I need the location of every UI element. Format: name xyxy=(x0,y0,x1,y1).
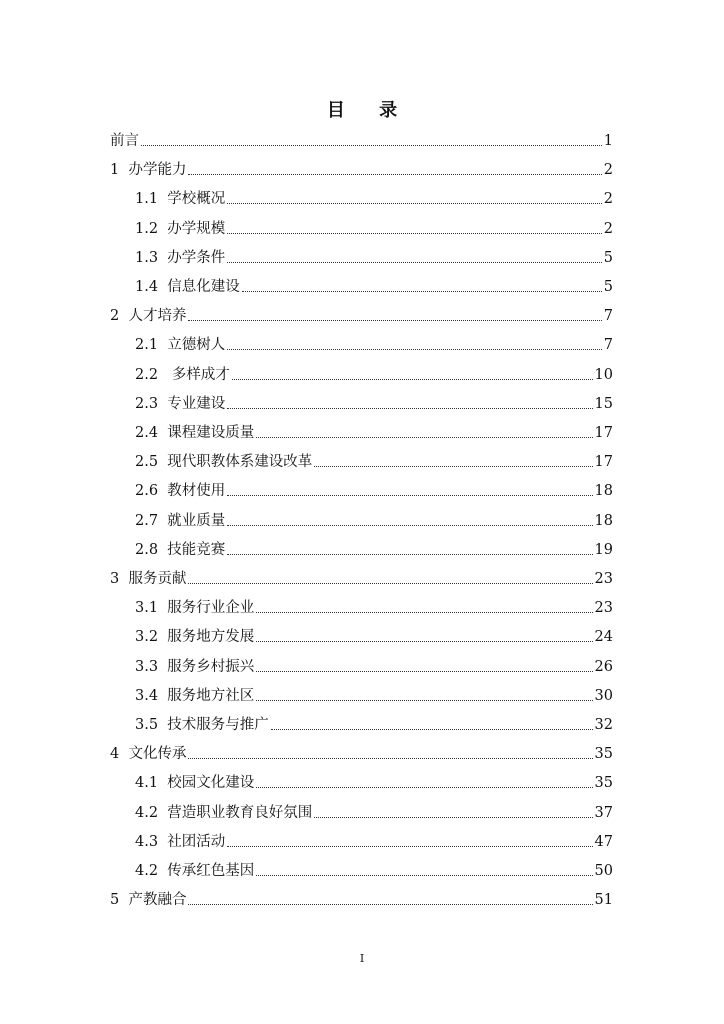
toc-entry-page-number: 2 xyxy=(603,162,613,179)
toc-dot-leader xyxy=(256,875,592,876)
toc-entry-page-number: 17 xyxy=(594,454,613,471)
toc-entry-page-number: 47 xyxy=(594,833,613,850)
toc-entry[interactable] xyxy=(0,741,724,763)
toc-entry-number: 2.2 xyxy=(135,366,172,383)
toc-entry[interactable] xyxy=(0,800,724,822)
toc-entry[interactable] xyxy=(0,186,724,208)
toc-dot-leader xyxy=(242,291,602,292)
toc-entry-row xyxy=(110,307,613,325)
toc-dot-leader xyxy=(314,466,592,467)
toc-entry-row xyxy=(110,745,613,763)
toc-entry-row xyxy=(135,366,613,384)
toc-entry-label: 传承红色基因 xyxy=(167,863,255,879)
toc-entry-number: 3.2 xyxy=(135,629,168,646)
toc-dot-leader xyxy=(188,320,601,321)
toc-entry-row xyxy=(135,220,613,238)
toc-entry-number: 1.3 xyxy=(135,249,168,266)
toc-entry-page-number: 23 xyxy=(594,571,613,587)
toc-entry-number: 3 xyxy=(110,571,129,587)
toc-dot-leader xyxy=(256,787,592,788)
toc-entry-label: 产教融合 xyxy=(128,892,187,909)
toc-entry-row xyxy=(135,833,613,851)
toc-entry-label: 服务行业企业 xyxy=(167,600,255,617)
toc-entry-label: 就业质量 xyxy=(167,512,226,529)
toc-entry-number: 1.1 xyxy=(135,191,168,208)
toc-entry-number: 2.6 xyxy=(135,483,168,500)
toc-entry[interactable] xyxy=(0,362,724,384)
toc-entry-number: 5 xyxy=(110,892,129,909)
toc-entry-row xyxy=(135,862,613,880)
toc-entry-page-number: 32 xyxy=(594,717,613,733)
toc-dot-leader xyxy=(256,671,592,672)
toc-entry-number: 2.8 xyxy=(135,541,168,558)
toc-dot-leader xyxy=(227,262,601,263)
toc-entry-page-number: 15 xyxy=(594,395,613,412)
toc-entry-page-number: 30 xyxy=(594,687,613,704)
toc-dot-leader xyxy=(232,379,593,380)
toc-entry[interactable] xyxy=(0,566,724,588)
toc-entry-label: 前言 xyxy=(110,133,139,149)
toc-entry-page-number: 51 xyxy=(594,892,613,909)
toc-entry-row xyxy=(110,161,613,179)
toc-entry-label: 立德树人 xyxy=(167,337,226,354)
toc-dot-leader xyxy=(227,846,592,847)
toc-dot-leader xyxy=(188,758,592,759)
toc-entry-row xyxy=(135,687,613,705)
toc-entry[interactable] xyxy=(0,887,724,909)
toc-entry-number: 4 xyxy=(110,746,129,763)
toc-entry-page-number: 23 xyxy=(594,600,613,617)
toc-dot-leader xyxy=(188,904,592,905)
toc-entry[interactable] xyxy=(0,420,724,442)
toc-entry[interactable] xyxy=(0,128,724,150)
toc-entry-row xyxy=(135,453,613,471)
toc-entry-row xyxy=(135,512,613,530)
toc-entry-row xyxy=(135,424,613,442)
toc-entry[interactable] xyxy=(0,303,724,325)
toc-entry-label: 现代职教体系建设改革 xyxy=(167,454,313,471)
toc-entry-page-number: 5 xyxy=(603,249,613,266)
toc-entry-number: 4.3 xyxy=(135,833,168,850)
toc-entry-page-number: 26 xyxy=(594,658,613,675)
toc-entry-number: 2.5 xyxy=(135,454,168,471)
toc-entry-number: 2.3 xyxy=(135,395,168,412)
toc-entry-label: 技术服务与推广 xyxy=(167,717,269,733)
toc-entry-row xyxy=(135,541,613,559)
toc-entry-number: 3.5 xyxy=(135,717,168,733)
toc-entry[interactable] xyxy=(0,683,724,705)
toc-entry-label: 社团活动 xyxy=(167,833,226,850)
toc-entry[interactable] xyxy=(0,245,724,267)
toc-entry-label: 专业建设 xyxy=(167,395,226,412)
toc-entry[interactable] xyxy=(0,216,724,238)
toc-entry[interactable] xyxy=(0,332,724,354)
toc-dot-leader xyxy=(314,817,592,818)
toc-entry-row xyxy=(135,278,613,296)
toc-entry-page-number: 35 xyxy=(594,775,613,792)
toc-entry-page-number: 17 xyxy=(594,425,613,441)
toc-entry-row xyxy=(135,249,613,267)
toc-entry[interactable] xyxy=(0,391,724,413)
toc-entry[interactable] xyxy=(0,274,724,296)
toc-entry-row xyxy=(135,599,613,617)
toc-entry-row xyxy=(110,570,613,588)
toc-entry-page-number: 5 xyxy=(603,279,613,295)
toc-dot-leader xyxy=(227,203,601,204)
toc-entry-page-number: 18 xyxy=(594,483,613,500)
toc-entry-page-number: 50 xyxy=(594,863,613,879)
toc-dot-leader xyxy=(227,233,601,234)
toc-entry[interactable] xyxy=(0,712,724,734)
toc-entry[interactable] xyxy=(0,624,724,646)
toc-entry-number: 2.4 xyxy=(135,425,168,441)
toc-entry-number: 4.2 xyxy=(135,863,168,879)
footer-page-number: I xyxy=(359,952,365,965)
toc-entry-page-number: 35 xyxy=(594,746,613,763)
toc-entry-label: 办学规模 xyxy=(167,220,226,237)
toc-dot-leader xyxy=(227,408,592,409)
toc-entry-label: 办学能力 xyxy=(128,162,187,179)
toc-dot-leader xyxy=(227,554,592,555)
toc-entry-row xyxy=(135,336,613,354)
toc-entry[interactable] xyxy=(0,157,724,179)
toc-entry-label: 办学条件 xyxy=(167,249,226,266)
toc-entry-row xyxy=(110,891,613,909)
toc-entry-row xyxy=(135,804,613,822)
toc-entry-row xyxy=(135,628,613,646)
toc-entry-label: 课程建设质量 xyxy=(167,425,255,441)
toc-entry[interactable] xyxy=(0,595,724,617)
toc-entry-row xyxy=(110,132,613,150)
toc-entry-page-number: 18 xyxy=(594,512,613,529)
toc-entry-row xyxy=(135,190,613,208)
toc-dot-leader xyxy=(256,700,592,701)
toc-entry-page-number: 24 xyxy=(594,629,613,646)
toc-entry-label: 技能竞赛 xyxy=(167,541,226,558)
toc-entry-label: 学校概况 xyxy=(167,191,226,208)
toc-entry[interactable] xyxy=(0,449,724,471)
toc-entry-label: 服务地方社区 xyxy=(167,687,255,704)
toc-entry-label: 营造职业教育良好氛围 xyxy=(167,804,313,821)
toc-entry-label: 文化传承 xyxy=(128,746,187,763)
toc-entry-row xyxy=(135,395,613,413)
toc-entry-label: 服务贡献 xyxy=(128,571,187,587)
toc-entry[interactable] xyxy=(0,478,724,500)
toc-entry-number: 1.4 xyxy=(135,279,168,295)
toc-entry-label: 多样成才 xyxy=(171,366,230,383)
toc-dot-leader xyxy=(188,174,601,175)
toc-dot-leader xyxy=(141,145,602,146)
toc-entry-row xyxy=(135,774,613,792)
toc-entry[interactable] xyxy=(0,829,724,851)
toc-dot-leader xyxy=(271,729,593,730)
toc-entry-number: 1.2 xyxy=(135,220,168,237)
toc-entry-number: 2 xyxy=(110,308,129,325)
toc-entry-row xyxy=(135,658,613,676)
toc-entry-row xyxy=(135,716,613,734)
toc-entry[interactable] xyxy=(0,654,724,676)
toc-dot-leader xyxy=(256,612,592,613)
toc-entry[interactable] xyxy=(0,537,724,559)
toc-entry-number: 3.1 xyxy=(135,600,168,617)
toc-entry-number: 3.3 xyxy=(135,658,168,675)
toc-entry-label: 信息化建设 xyxy=(167,279,240,295)
toc-entry-page-number: 2 xyxy=(603,220,613,237)
toc-entry-page-number: 37 xyxy=(594,804,613,821)
toc-entry-page-number: 1 xyxy=(603,133,613,149)
toc-dot-leader xyxy=(188,583,592,584)
toc-dot-leader xyxy=(256,641,592,642)
toc-entry-label: 人才培养 xyxy=(128,308,187,325)
toc-entry-number: 4.1 xyxy=(135,775,168,792)
toc-entry-page-number: 7 xyxy=(603,337,613,354)
toc-entry[interactable] xyxy=(0,770,724,792)
toc-dot-leader xyxy=(227,349,601,350)
toc-dot-leader xyxy=(256,437,592,438)
toc-entry-page-number: 7 xyxy=(603,308,613,325)
toc-entry-label: 服务地方发展 xyxy=(167,629,255,646)
toc-entry-number: 3.4 xyxy=(135,687,168,704)
toc-entry-row xyxy=(135,482,613,500)
toc-entry-label: 校园文化建设 xyxy=(167,775,255,792)
toc-entry-number: 2.1 xyxy=(135,337,168,354)
toc-entry-page-number: 10 xyxy=(594,366,613,383)
toc-dot-leader xyxy=(227,495,592,496)
toc-entry[interactable] xyxy=(0,858,724,880)
toc-entry-number: 4.2 xyxy=(135,804,168,821)
toc-entry-label: 服务乡村振兴 xyxy=(167,658,255,675)
toc-entry[interactable] xyxy=(0,508,724,530)
toc-entry-page-number: 19 xyxy=(594,541,613,558)
toc-entry-label: 教材使用 xyxy=(167,483,226,500)
toc-entry-page-number: 2 xyxy=(603,191,613,208)
toc-entry-number: 1 xyxy=(110,162,129,179)
toc-title: 目 录 xyxy=(326,100,412,121)
toc-entry-number: 2.7 xyxy=(135,512,168,529)
toc-dot-leader xyxy=(227,525,592,526)
